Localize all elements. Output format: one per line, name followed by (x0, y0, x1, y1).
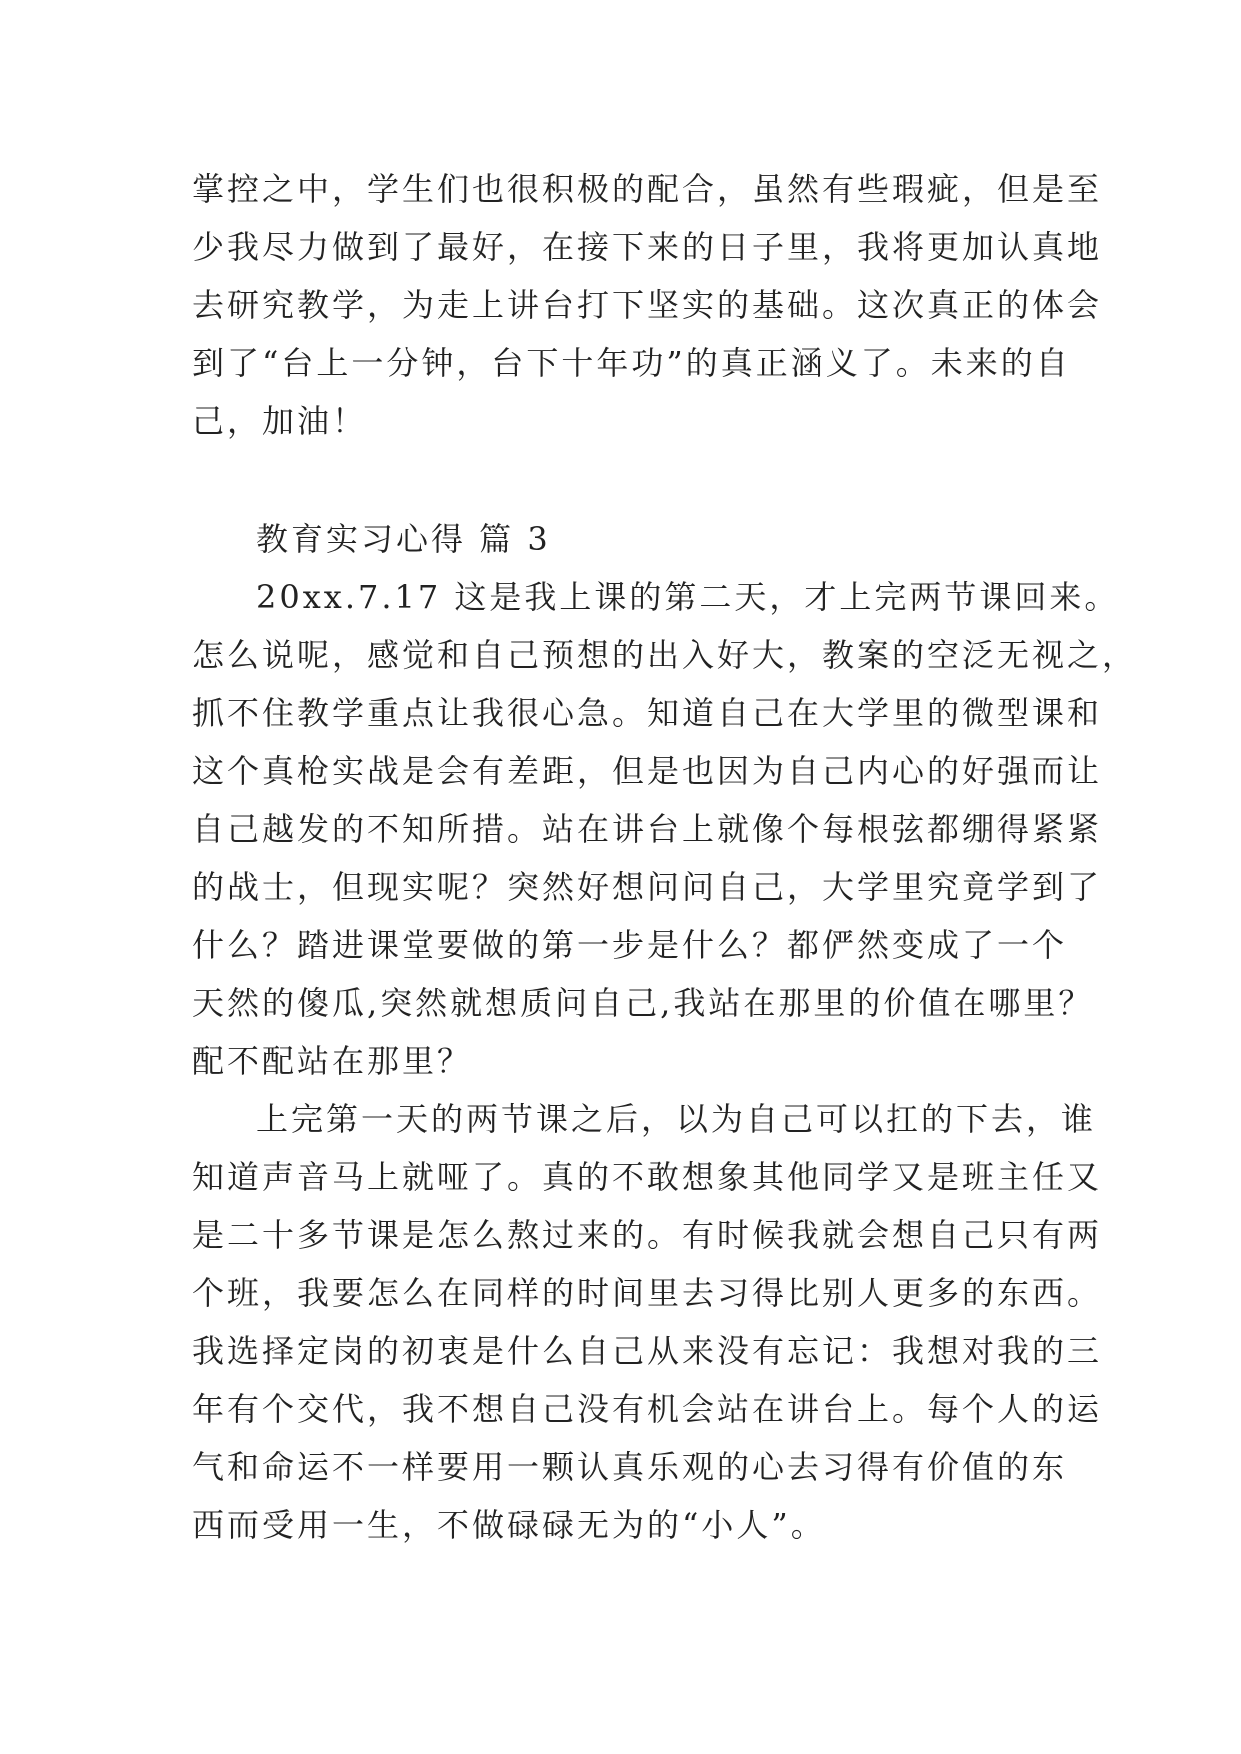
text-line: 年有个交代，我不想自己没有机会站在讲台上。每个人的运 (192, 1390, 1103, 1428)
text-line: 这个真枪实战是会有差距，但是也因为自己内心的好强而让 (192, 752, 1103, 790)
text-line: 知道声音马上就哑了。真的不敢想象其他同学又是班主任又 (192, 1158, 1103, 1196)
section-body (192, 510, 1138, 1554)
text-line: 的战士，但现实呢？突然好想问问自己，大学里究竟学到了 (192, 868, 1103, 906)
text-line: 到了“台上一分钟，台下十年功”的真正涵义了。未来的自 (192, 344, 1071, 382)
text-line: 气和命运不一样要用一颗认真乐观的心去习得有价值的东 (192, 1448, 1068, 1486)
text-line: 20xx.7.17 这是我上课的第二天，才上完两节课回来。 (256, 578, 1120, 616)
text-line: 是二十多节课是怎么熬过来的。有时候我就会想自己只有两 (192, 1216, 1103, 1254)
text-line: 个班，我要怎么在同样的时间里去习得比别人更多的东西。 (192, 1274, 1103, 1312)
paragraph-2 (192, 1090, 1103, 1554)
text-line: 少我尽力做到了最好，在接下来的日子里，我将更加认真地 (192, 228, 1103, 266)
text-line: 抓不住教学重点让我很心急。知道自己在大学里的微型课和 (192, 694, 1103, 732)
text-line: 天然的傻瓜,突然就想质问自己,我站在那里的价值在哪里？ (192, 984, 1094, 1022)
text-line: 己，加油！ (192, 402, 368, 440)
text-line: 我选择定岗的初衷是什么自己从来没有忘记：我想对我的三 (192, 1332, 1103, 1370)
paragraph-1 (192, 568, 1138, 1090)
continuation-paragraph (192, 160, 1103, 450)
text-line: 怎么说呢，感觉和自己预想的出入好大，教案的空泛无视之， (192, 636, 1138, 674)
section-heading: 教育实习心得 篇 3 (256, 520, 551, 558)
text-line: 自己越发的不知所措。站在讲台上就像个每根弦都绷得紧紧 (192, 810, 1103, 848)
text-line: 什么？踏进课堂要做的第一步是什么？都俨然变成了一个 (192, 926, 1068, 964)
text-line: 上完第一天的两节课之后，以为自己可以扛的下去，谁 (256, 1100, 1097, 1138)
text-line: 去研究教学，为走上讲台打下坚实的基础。这次真正的体会 (192, 286, 1103, 324)
text-line: 配不配站在那里？ (192, 1042, 473, 1080)
text-line: 掌控之中，学生们也很积极的配合，虽然有些瑕疵，但是至 (192, 170, 1103, 208)
text-line: 西而受用一生，不做碌碌无为的“小人”。 (192, 1506, 826, 1544)
